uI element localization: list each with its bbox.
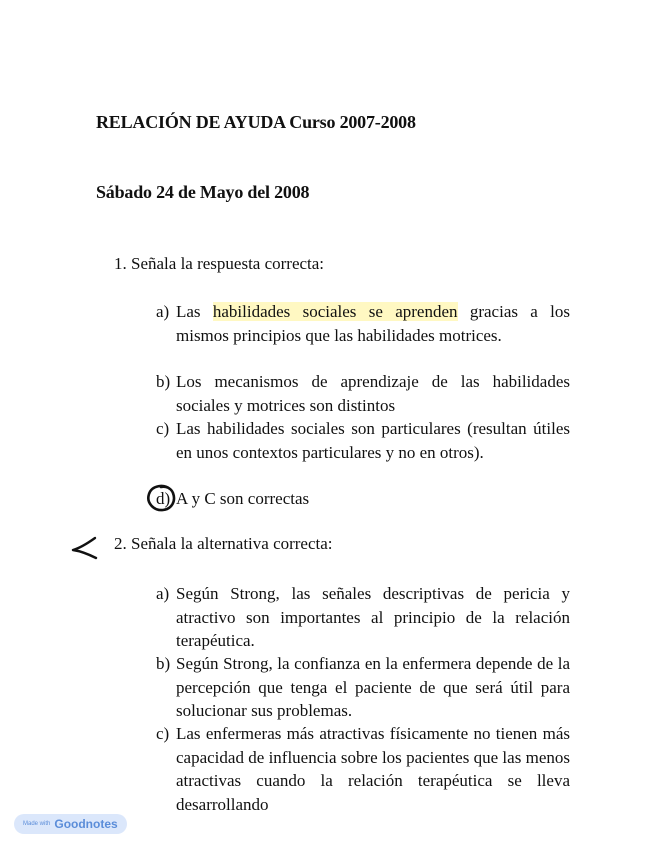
option-text (176, 300, 570, 347)
question-1-option-d (156, 487, 570, 511)
question-prompt: Señala la respuesta correcta: (131, 254, 325, 273)
question-1-option-b (156, 370, 570, 417)
watermark-brand: Goodnotes (54, 817, 118, 831)
option-text: Los mecanismos de aprendizaje de las habilidades sociales y motrices son distintos (176, 372, 570, 415)
question-number: 2. (114, 534, 127, 553)
option-text-end: gracias a los mismos principios que las habilidades motrices. (176, 302, 571, 345)
option-letter: b) (156, 654, 171, 673)
option-letter: c) (156, 419, 170, 438)
option-text: Según Strong, las señales descriptivas de pericia y atractivo son importantes al principio de la relación terapéutica. (176, 584, 570, 650)
document-title: RELACIÓN DE AYUDA Curso 2007-2008 (96, 112, 416, 132)
question-1 (114, 254, 324, 274)
option-letter: d) (156, 489, 171, 508)
option-text: A y C son correctas (176, 489, 310, 508)
question-1-option-a (156, 300, 570, 347)
document-date: Sábado 24 de Mayo del 2008 (96, 182, 310, 202)
option-text-start: Las (176, 302, 213, 321)
highlighted-text: habilidades sociales se aprenden (212, 302, 458, 321)
option-text: Según Strong, la confianza en la enfermera depende de la percepción que tenga el paciente de que será útil para solucionar sus problemas. (176, 654, 570, 720)
hand-drawn-circle-icon (146, 483, 178, 513)
question-prompt: Señala la alternativa correcta: (131, 534, 333, 553)
option-letter: a) (156, 302, 170, 321)
goodnotes-watermark (14, 814, 127, 834)
option-letter: c) (156, 724, 170, 743)
watermark-prefix: Made with (23, 821, 51, 827)
hand-drawn-check-icon (70, 534, 100, 560)
option-letter: a) (156, 584, 170, 603)
question-2-option-a (156, 582, 570, 653)
option-text: Las enfermeras más atractivas físicamente no tienen más capacidad de influencia sobre los pacientes que las menos atractivas cuando la relación terapéutica se lleva desarrollando (176, 724, 570, 814)
option-letter: b) (156, 372, 171, 391)
question-2-option-c (156, 722, 570, 816)
question-number: 1. (114, 254, 127, 273)
option-text: Las habilidades sociales son particulares (resultan útiles en unos contextos particulares y no en otros). (176, 419, 570, 462)
question-1-option-c (156, 417, 570, 464)
question-2-option-b (156, 652, 570, 723)
question-2 (114, 534, 333, 554)
